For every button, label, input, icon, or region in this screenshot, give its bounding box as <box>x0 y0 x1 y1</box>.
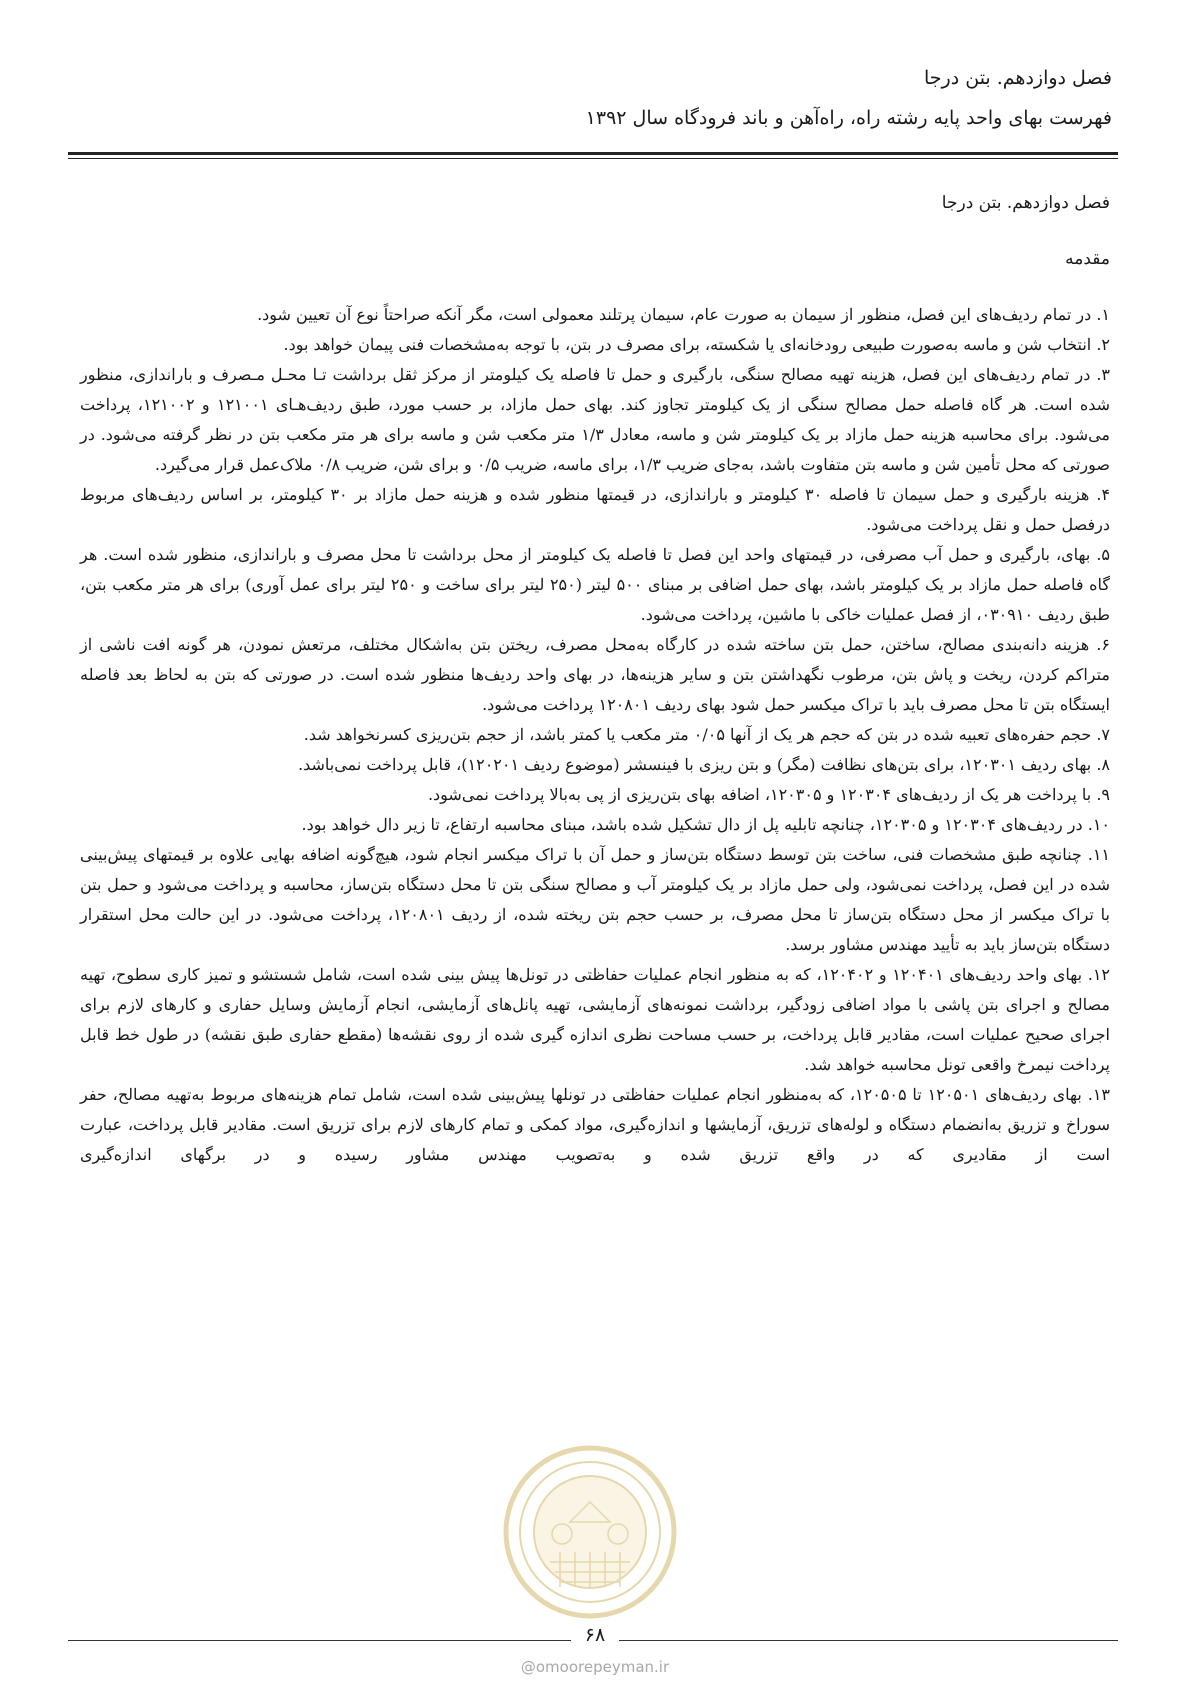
paragraph-item-2: ۲. انتخاب شن و ماسه به‌صورت طبیعی رودخانه‌ای یا شکسته، برای مصرف در بتن، با توجه به‌مشخصات فنی پیمان خواهد بود. <box>283 335 1110 354</box>
page-number: ۶۸ <box>571 1624 619 1646</box>
page-number-container <box>0 1624 1190 1646</box>
seal-watermark-icon <box>500 1442 680 1622</box>
paragraph-item-5: ۵. بهای، بارگیری و حمل آب مصرفی، در قیمتهای واحد این فصل تا فاصله یک کیلومتر از محل برداشت تا محل مصرف و باراندازی، منظور شده است. هر گاه فاصله حمل مازاد بر یک کیلومتر باشد، بهای حمل اضافی بر مبنای ۵۰۰ لیتر (۲۵۰ لیتر برای ساخت و ۲۵۰ لیتر برای عمل آوری) برای هر متر مکعب بتن، طبق ردیف ۰۳۰۹۱۰، از فصل عملیات خاکی با ماشین، پرداخت می‌شود. <box>80 545 1111 624</box>
document-body <box>80 186 1110 1170</box>
paragraph-item-6: ۶. هزینه دانه‌بندی مصالح، ساختن، حمل بتن ساخته شده در کارگاه به‌محل مصرف، ریختن بتن به‌اشکال مختلف، مرتعش نمودن، هر گونه افت ناشی از متراکم کردن، ریخت و پاش بتن، مرطوب نگهداشتن بتن و سایر هزینه‌ها، در بهای واحد ردیف‌ها منظور شده است. در صورتی که بتن به لحاظ بعد فاصله ایستگاه بتن تا محل مصرف باید با تراک میکسر حمل شود بهای ردیف ۱۲۰۸۰۱ پرداخت می‌شود. <box>80 635 1110 714</box>
paragraph-item-11: ۱۱. چنانچه طبق مشخصات فنی، ساخت بتن توسط دستگاه بتن‌ساز و حمل آن با تراک میکسر انجام شود، هیچ‌گونه اضافه بهایی علاوه بر قیمتهای پیش‌بینی شده در این فصل، پرداخت نمی‌شود، ولی حمل مازاد بر یک کیلومتر آب و مصالح سنگی بتن تا محل دستگاه بتن‌ساز، محاسبه و پرداخت می‌شود و حمل بتن با تراک میکسر از محل دستگاه بتن‌ساز تا محل مصرف، بر حسب حجم بتن ریخته شده، از ردیف ۱۲۰۸۰۱، پرداخت می‌شود. در این حالت محل استقرار دستگاه بتن‌ساز باید به تأیید مهندس مشاور برسد. <box>80 845 1111 954</box>
paragraph-item-9: ۹. با پرداخت هر یک از ردیف‌های ۱۲۰۳۰۴ و ۱۲۰۳۰۵، اضافه بهای بتن‌ریزی از پی به‌بالا پرداخت نمی‌شود. <box>427 785 1110 804</box>
section-title: مقدمه <box>1065 249 1110 269</box>
paragraph-item-1: ۱. در تمام ردیف‌های این فصل، منظور از سیمان به صورت عام، سیمان پرتلند معمولی است، مگر آنکه صراحتاً نوع آن تعیین شود. <box>257 305 1110 324</box>
paragraph-item-13: ۱۳. بهای ردیف‌های ۱۲۰۵۰۱ تا ۱۲۰۵۰۵، که به‌منظور انجام عملیات حفاظتی در تونلها پیش‌بینی شده است، شامل تمام هزینه‌های مربوط به‌تهیه مصالح، حفر سوراخ و تزریق به‌انضمام دستگاه و لوله‌های تزریق، آزمایشها و اندازه‌گیری، مواد کمکی و تمام کارهای لازم برای تزریق است. مقادیر قابل پرداخت، عبارت است از مقادیری که در واقع تزریق شده و به‌تصویب مهندس مشاور رسیده و در برگهای اندازه‌گیری <box>80 1085 1111 1164</box>
chapter-title: فصل دوازدهم. بتن درجا <box>941 193 1110 213</box>
page-header <box>68 58 1112 138</box>
site-watermark: @omoorepeyman.ir <box>520 1658 670 1676</box>
paragraph-item-8: ۸. بهای ردیف ۱۲۰۳۰۱، برای بتن‌های نظافت (مگر) و بتن ریزی با فینسشر (موضوع ردیف ۱۲۰۲۰۱)، قابل پرداخت نمی‌باشد. <box>298 755 1110 774</box>
header-subtitle: فهرست بهای واحد پایه رشته راه، راه‌آهن و باند فرودگاه سال ۱۳۹۲ <box>585 107 1112 129</box>
header-divider <box>68 152 1118 159</box>
paragraph-item-4: ۴. هزینه بارگیری و حمل سیمان تا فاصله ۳۰ کیلومتر و باراندازی، در قیمتها منظور شده و هزینه حمل مازاد بر ۳۰ کیلومتر، بر اساس ردیف‌های مربوط درفصل حمل و نقل پرداخت می‌شود. <box>80 485 1111 534</box>
paragraph-item-12: ۱۲. بهای واحد ردیف‌های ۱۲۰۴۰۱ و ۱۲۰۴۰۲، که به منظور انجام عملیات حفاظتی در تونل‌ها پیش بینی شده است، شامل شستشو و تمیز کاری سطوح، تهیه مصالح و اجرای بتن پاشی با مواد اضافی زودگیر، برداشت نمونه‌های آزمایشی، تهیه پانل‌های آزمایشی، انجام آزمایش وسایل حفاری و کارهای لازم برای اجرای صحیح عملیات است، مقادیر قابل پرداخت، بر حسب مساحت نظری اندازه گیری شده از روی نقشه‌ها (مقطع حفاری طبق نقشه) در طول خط قابل پرداخت نیمرخ واقعی تونل محاسبه خواهد شد. <box>80 965 1110 1074</box>
header-chapter: فصل دوازدهم. بتن درجا <box>924 67 1112 89</box>
paragraph-item-7: ۷. حجم حفره‌های تعبیه شده در بتن که حجم هر یک از آنها ۰/۰۵ متر مکعب یا کمتر باشد، از حجم بتن‌ریزی کسرنخواهد شد. <box>303 725 1110 744</box>
paragraph-item-3: ۳. در تمام ردیف‌های این فصل، هزینه تهیه مصالح سنگی، بارگیری و حمل تا فاصله یک کیلومتر از مرکز ثقل برداشت تـا محـل مـصرف و باراندازی، منظور شده است. هر گاه فاصله حمل مصالح سنگی از یک کیلومتر تجاوز کند. بهای حمل مازاد، بر حسب مورد، طبق ردیف‌هـای ۱۲۱۰۰۱ و ۱۲۱۰۰۲، پرداخت می‌شود. برای محاسبه هزینه حمل مازاد بر یک کیلومتر شن و ماسه، معادل ۱/۳ متر مکعب شن و ماسه برای هر متر مکعب بتن در نظر گرفته می‌شود. در صورتی که محل تأمین شن و ماسه بتن متفاوت باشد، به‌جای ضریب ۱/۳، برای ماسه، ضریب ۰/۵ و برای شن، ضریب ۰/۸ ملاک‌عمل قرار می‌گیرد. <box>80 365 1111 474</box>
paragraph-item-10: ۱۰. در ردیف‌های ۱۲۰۳۰۴ و ۱۲۰۳۰۵، چنانچه تابلیه پل از دال تشکیل شده باشد، مبنای محاسبه ارتفاع، تا زیر دال خواهد بود. <box>301 815 1110 834</box>
